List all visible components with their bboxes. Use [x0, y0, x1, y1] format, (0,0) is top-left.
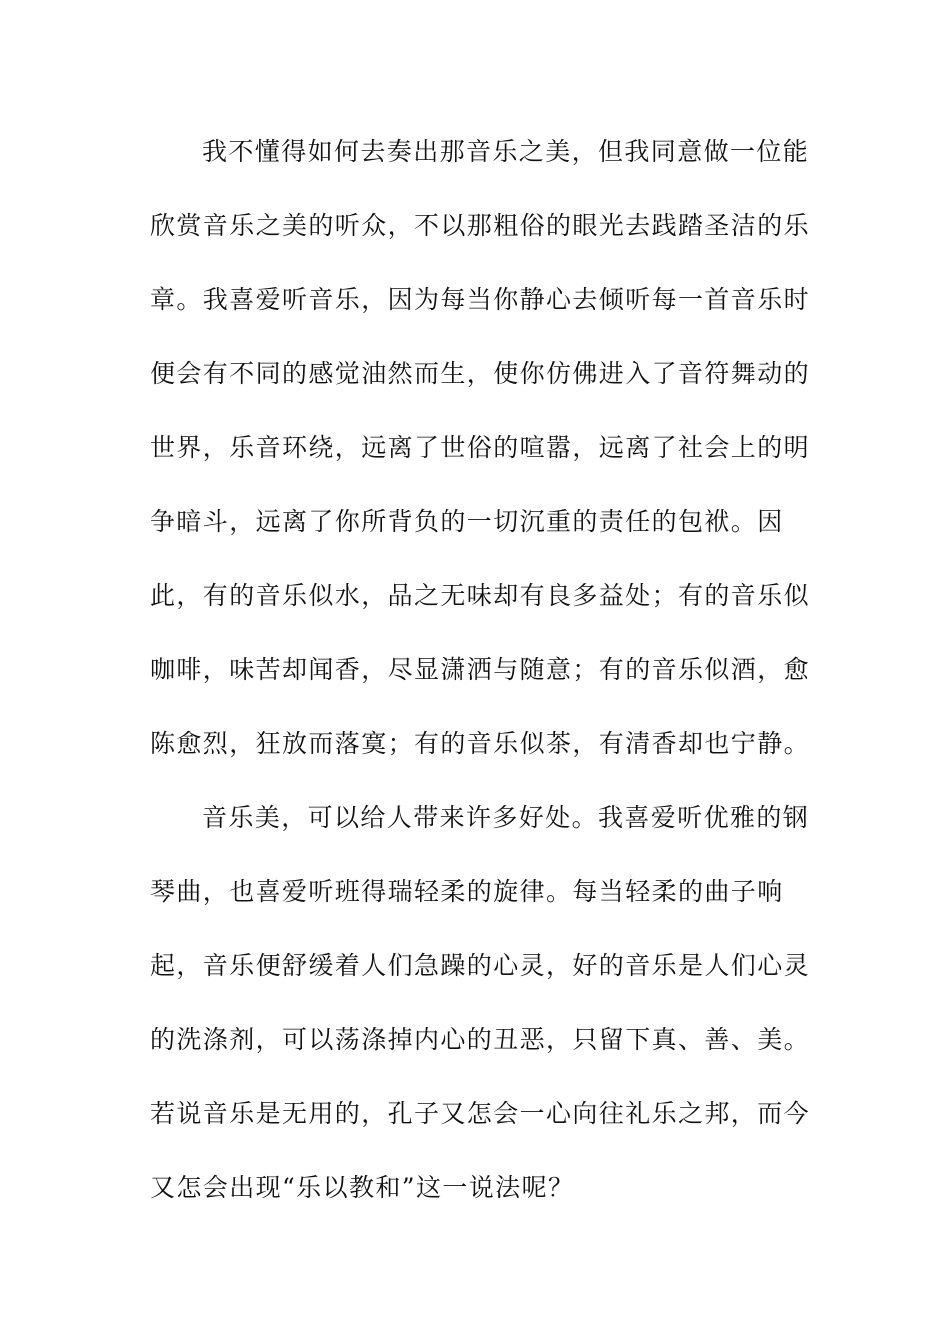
paragraph-1-line-9: 陈愈烈，狂放而落寞；有的音乐似茶，有清香却也宁静。: [150, 729, 811, 758]
paragraph-2-line-3: 起，音乐便舒缓着人们急躁的心灵，好的音乐是人们心灵: [150, 951, 811, 980]
paragraph-1-line-7: 此，有的音乐似水，品之无味却有良多益处；有的音乐似: [150, 581, 811, 610]
paragraph-1-line-1: 我不懂得如何去奏出那音乐之美，但我同意做一位能: [202, 137, 810, 166]
paragraph-2-line-5: 若说音乐是无用的，孔子又怎会一心向往礼乐之邦，而今: [150, 1099, 811, 1128]
paragraph-1-line-2: 欣赏音乐之美的听众，不以那粗俗的眼光去践踏圣洁的乐: [150, 211, 811, 240]
paragraph-1-line-5: 世界，乐音环绕，远离了世俗的喧嚣，远离了社会上的明: [150, 433, 811, 462]
paragraph-2-line-2: 琴曲，也喜爱听班得瑞轻柔的旋律。每当轻柔的曲子响: [150, 877, 784, 906]
paragraph-2-line-4: 的洗涤剂，可以荡涤掉内心的丑恶，只留下真、善、美。: [150, 1025, 811, 1054]
paragraph-1-line-3: 章。我喜爱听音乐，因为每当你静心去倾听每一首音乐时: [150, 285, 811, 314]
paragraph-1-line-8: 咖啡，味苦却闻香，尽显潇洒与随意；有的音乐似酒，愈: [150, 655, 811, 684]
paragraph-2-line-1: 音乐美，可以给人带来许多好处。我喜爱听优雅的钢: [202, 803, 810, 832]
paragraph-2-line-6: 又怎会出现“乐以教和”这一说法呢？: [150, 1173, 575, 1202]
paragraph-1-line-4: 便会有不同的感觉油然而生，使你仿佛进入了音符舞动的: [150, 359, 811, 388]
paragraph-1-line-6: 争暗斗，远离了你所背负的一切沉重的责任的包袱。因: [150, 507, 784, 536]
